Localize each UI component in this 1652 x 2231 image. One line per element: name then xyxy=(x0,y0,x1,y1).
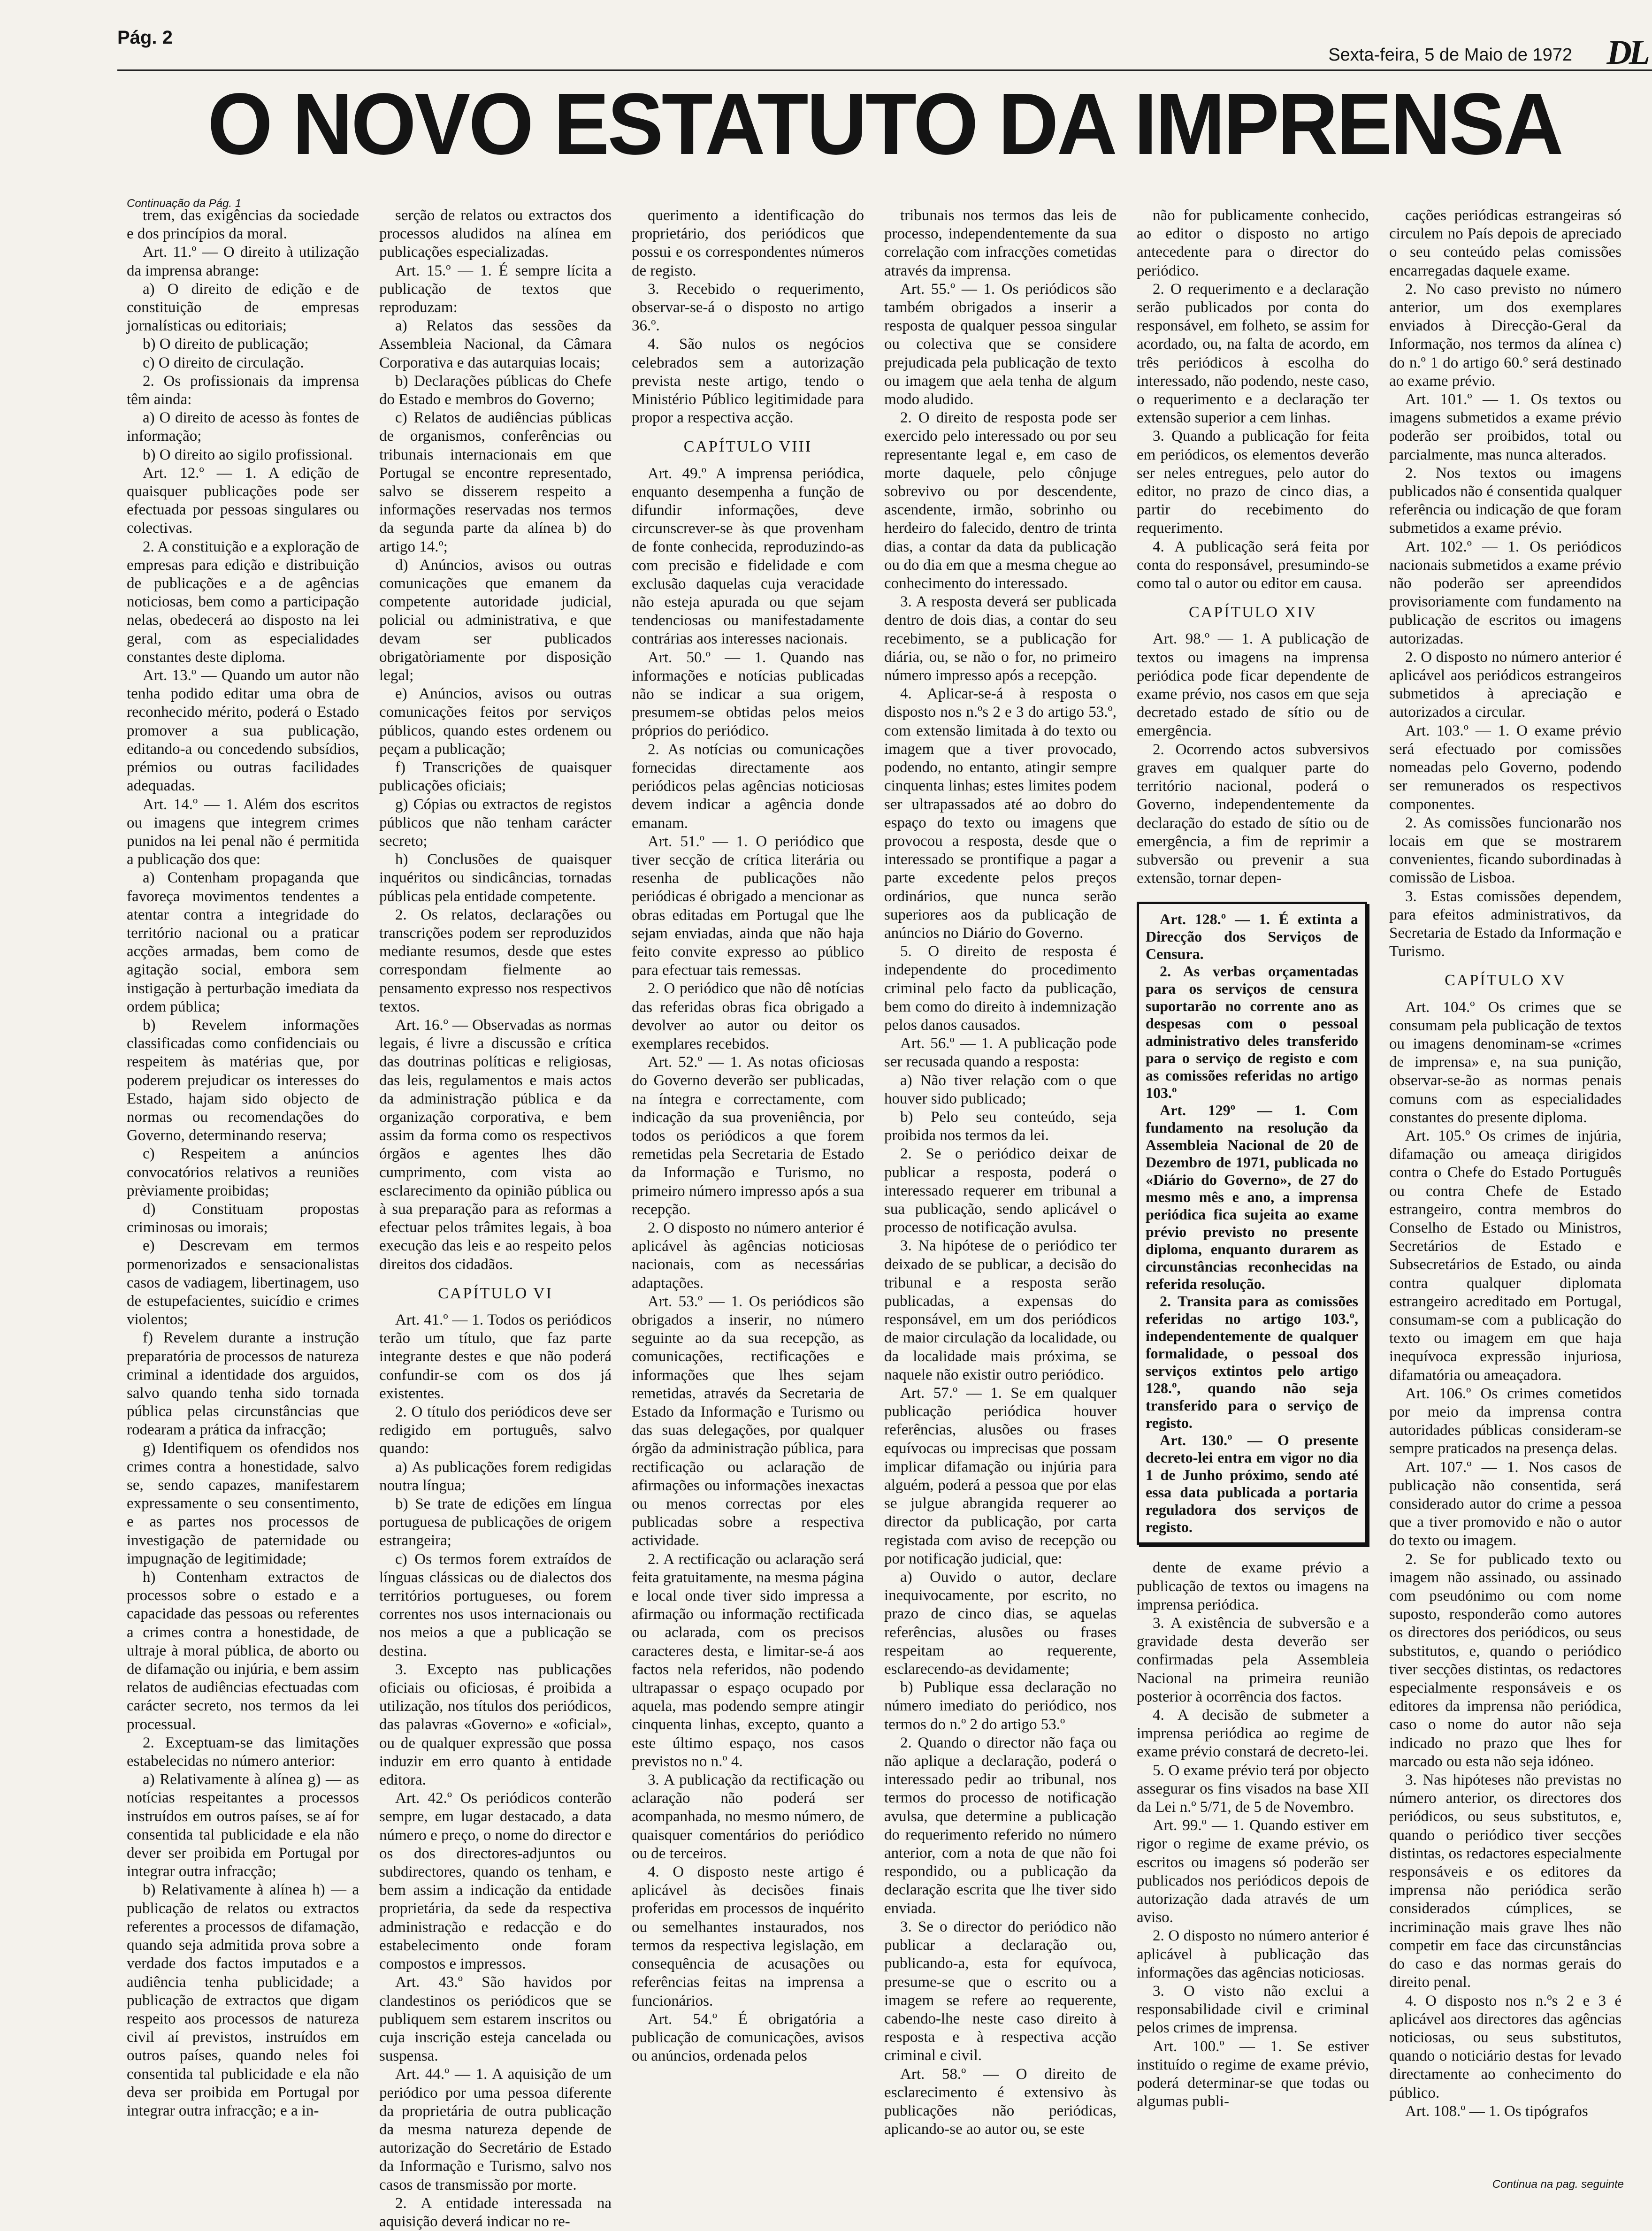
article-paragraph: 3. A publicação da rectificação ou aclaração não poderá ser acompanhada, no mesmo número, de quaisquer comentários do periódico ou de terceiros. xyxy=(632,1771,864,1862)
continued-note: Continua na pag. seguinte xyxy=(1492,2178,1624,2191)
box-paragraph: 2. Transita para as comissões referidas no artigo 103.º, independentemente de qualquer formalidade, o pessoal dos serviços extintos pelo artigo 128.º, quando não seja transferido para o serviço de registo. xyxy=(1146,1293,1358,1432)
article-paragraph: Art. 44.º — 1. A aquisição de um periódico por uma pessoa diferente da proprietária de outra publicação da mesma natureza depende de autorização do Secretário de Estado da Informação e Turismo, salvo nos casos de transmissão por morte. xyxy=(379,2066,612,2193)
article-paragraph: 2. Os relatos, declarações ou transcrições podem ser reproduzidos mediante resumos, desde que estes correspondam fielmente ao pensamento expresso nos respectivos textos. xyxy=(379,906,612,1015)
article-paragraph: Art. 13.º — Quando um autor não tenha podido editar uma obra de reconhecido mérito, poderá o Estado promover a sua publicação, editando-a ou concedendo subsídios, prémios ou outras facilidades adequadas. xyxy=(127,667,359,795)
article-paragraph: Art. 51.º — 1. O periódico que tiver secção de crítica literária ou resenha de publicações não periódicas é obrigado a mencionar as obras editadas em Portugal que lhe sejam enviadas, ainda que não haja feito convite expresso ao público para efectuar tais remessas. xyxy=(632,833,864,979)
article-paragraph: 3. Excepto nas publicações oficiais ou oficiosas, é proibida a utilização, nos títulos dos periódicos, das palavras «Governo» e «oficial», ou de qualquer expressão que possa induzir em erro quanto à entidade editora. xyxy=(379,1661,612,1789)
article-paragraph: Art. 15.º — 1. É sempre lícita a publicação de textos que reproduzam: xyxy=(379,262,612,316)
header-rule xyxy=(117,69,1652,71)
newspaper-logo: DL xyxy=(1606,33,1647,72)
article-paragraph: 2. O direito de resposta pode ser exercido pelo interessado ou por seu representante legal e, em caso de morte daquele, pelo cônjuge sobrevivo ou por descendente, ascendente, irmão, sobrinho ou herdeiro do falecido, dentro de trinta dias, a contar da data da publicação ou do dia em que a mesma chegue ao conhecimento do interessado. xyxy=(884,409,1117,592)
article-paragraph: a) As publicações forem redigidas noutra língua; xyxy=(379,1458,612,1494)
text-column-2 xyxy=(379,207,612,2230)
article-paragraph: Art. 101.º — 1. Os textos ou imagens submetidos a exame prévio poderão ser proibidos, total ou parcialmente, mas nunca alterados. xyxy=(1389,391,1621,463)
article-paragraph: c) O direito de circulação. xyxy=(143,354,304,371)
article-paragraph: b) Se trate de edições em língua portuguesa de publicações de origem estrangeira; xyxy=(379,1495,612,1549)
article-paragraph: 2. No caso previsto no número anterior, um dos exemplares enviados à Direcção-Geral da Informação, nos termos da alínea c) do n.º 1 do artigo 60.º será destinado ao exame prévio. xyxy=(1389,280,1621,390)
article-paragraph: d) Constituam propostas criminosas ou imorais; xyxy=(127,1200,359,1236)
article-paragraph: querimento a identificação do proprietário, dos periódicos que possui e os correspondentes números de registo. xyxy=(632,207,864,279)
article-paragraph: h) Conclusões de quaisquer inquéritos ou sindicâncias, tornadas públicas pela entidade competente. xyxy=(379,851,612,905)
article-paragraph: Art. 42.º Os periódicos conterão sempre, em lugar destacado, a data número e preço, o nome do director e os dos directores-adjuntos ou subdirectores, quando os tenham, e bem assim a indicação da entidade proprietária, da sede da respectiva administração e redacção e do estabelecimento onde foram compostos e impressos. xyxy=(379,1790,612,1973)
article-paragraph: 3. O visto não exclui a responsabilidade civil e criminal pelos crimes de imprensa. xyxy=(1137,1982,1369,2037)
article-paragraph: 2. Nos textos ou imagens publicados não é consentida qualquer referência ou indicação de que foram submetidos a exame prévio. xyxy=(1389,464,1621,537)
text-column-6 xyxy=(1389,207,1621,2173)
article-paragraph: 2. Se for publicado texto ou imagem não assinado, ou assinado com pseudónimo ou com nome suposto, responderão como autores os directores dos periódicos, ou seus substitutos, e, quando o periódico tiver secções distintas, os redactores especialmente responsáveis e os editores da imprensa não periódica, caso o nome do autor não seja indicado no prazo que lhes for marcado ou esta não seja idóneo. xyxy=(1389,1550,1621,1770)
headline: O NOVO ESTATUTO DA IMPRENSA xyxy=(207,76,1562,173)
article-paragraph: c) Relatos de audiências públicas de organismos, conferências ou tribunais internacionais em que Portugal se encontre representado, salvo se disserem respeito a informações reservadas nos termos da segunda parte da alínea b) do artigo 14.º; xyxy=(379,409,612,555)
article-paragraph: Art. 107.º — 1. Nos casos de publicação não consentida, será considerado autor do crime a pessoa que a tiver promovido e não o autor do texto ou imagem. xyxy=(1389,1458,1621,1549)
article-paragraph: Art. 105.º Os crimes de injúria, difamação ou ameaça dirigidos contra o Chefe do Estado Português ou contra Chefe de Estado estrangeiro, contra membros do Conselho de Estado ou Ministros, Secretários de Estado e Subsecretários de Estado, ou ainda contra qualquer diplomata estrangeiro acreditado em Portugal, consumam-se com a publicação do texto ou imagem em que haja inequívoca expressão injuriosa, difamatória ou ameaçadora. xyxy=(1389,1127,1621,1384)
article-paragraph: b) Declarações públicas do Chefe do Estado e membros do Governo; xyxy=(379,372,612,408)
article-paragraph: 2. A entidade interessada na aquisição deverá indicar no re- xyxy=(379,2194,612,2230)
article-paragraph: 4. O disposto neste artigo é aplicável às decisões finais proferidas em processos de inquérito ou semelhantes instaurados, nos termos da respectiva legislação, em consequência de acusações ou referências feitas na imprensa a funcionários. xyxy=(632,1863,864,2009)
article-paragraph: Art. 102.º — 1. Os periódicos nacionais submetidos a exame prévio não poderão ser apreendidos provisoriamente com fundamento na publicação de escritos ou imagens autorizadas. xyxy=(1389,538,1621,647)
article-paragraph: d) Anúncios, avisos ou outras comunicações que emanem da competente autoridade judicial, policial ou administrativa, e que devam ser publicados obrigatòriamente por disposição legal; xyxy=(379,556,612,684)
text-column-4 xyxy=(884,207,1117,2173)
article-paragraph: f) Revelem durante a instrução preparatória de processos de natureza criminal a identidade dos arguidos, salvo quando tenha sido tornada pública pelas circunstâncias que rodearam a prática da infracção; xyxy=(127,1329,359,1439)
article-paragraph: Art. 52.º — 1. As notas oficiosas do Governo deverão ser publicadas, na íntegra e correctamente, com indicação da sua proveniência, por todos os periódicos a que forem remetidas pela Secretaria de Estado da Informação e Turismo, no primeiro número impresso após a sua recepção. xyxy=(632,1054,864,1218)
chapter-heading: CAPÍTULO XV xyxy=(1445,972,1566,989)
article-paragraph: 2. O periódico que não dê notícias das referidas obras fica obrigado a devolver ao autor ou deitor os exemplares recebidos. xyxy=(632,980,864,1052)
article-paragraph: 3. Estas comissões dependem, para efeitos administrativos, da Secretaria de Estado da Informação e Turismo. xyxy=(1389,888,1621,960)
article-paragraph: 2. A rectificação ou aclaração será feita gratuitamente, na mesma página e local onde tiver sido impressa a afirmação ou informação rectificada ou aclarada, com os precisos caracteres desta, e limitar-se-á aos factos nela referidos, não podendo ultrapassar o espaço ocupado por aquela, mas podendo sempre atingir cinquenta linhas, excepto, quanto a este último espaço, nos casos previstos no n.º 4. xyxy=(632,1550,864,1770)
article-paragraph: Art. 50.º — 1. Quando nas informações e notícias publicadas não se indicar a sua origem, presumem-se obtidas pelos meios próprios do periódico. xyxy=(632,649,864,740)
highlighted-box xyxy=(1137,902,1367,1545)
article-paragraph: 5. O direito de resposta é independente do procedimento criminal pelo facto da publicação, bem como do direito à indemnização pelos danos causados. xyxy=(884,943,1117,1034)
article-paragraph: Art. 57.º — 1. Se em qualquer publicação periódica houver referências, alusões ou frases equívocas ou imprecisas que possam implicar difamação ou injúria para alguém, poderá a pessoa que por elas se julgue abrangida requerer ao director da publicação, por carta registada com aviso de recepção ou por notificação judicial, que: xyxy=(884,1385,1117,1567)
article-paragraph: Art. 98.º — 1. A publicação de textos ou imagens na imprensa periódica pode ficar dependente de exame prévio, nos casos em que seja decretado estado de sítio ou de emergência. xyxy=(1137,630,1369,740)
article-paragraph: Art. 14.º — 1. Além dos escritos ou imagens que integrem crimes punidos na lei penal não é permitida a publicação dos que: xyxy=(127,796,359,868)
article-paragraph: a) Contenham propaganda que favoreça movimentos tendentes a atentar contra a integridade do território nacional ou a praticar acções armadas, bem como de agitação social, embora sem instigação à perturbação imediata da ordem pública; xyxy=(127,869,359,1015)
article-paragraph: 2. Quando o director não faça ou não aplique a declaração, poderá o interessado pedir ao tribunal, nos termos do processo de notificação avulsa, que determine a publicação do requerimento referido no número anterior, com a nota de que não foi respondido, ou a publicação da declaração escrita que lhe tiver sido enviada. xyxy=(884,1734,1117,1917)
issue-date: Sexta-feira, 5 de Maio de 1972 xyxy=(1328,45,1572,65)
article-paragraph: b) Revelem informações classificadas como confidenciais ou respeitem às matérias que, por poderem prejudicar os interesses do Estado, hajam sido objecto de normas ou recomendações do Governo, determinando reserva; xyxy=(127,1016,359,1144)
article-paragraph: Art. 99.º — 1. Quando estiver em rigor o regime de exame prévio, os escritos ou imagens só poderão ser publicados nos periódicos depois de autorização dada através de um aviso. xyxy=(1137,1817,1369,1926)
article-paragraph: 2. Se o periódico deixar de publicar a resposta, poderá o interessado requerer em tribunal a sua publicação, sendo aplicável o processo de notificação avulsa. xyxy=(884,1145,1117,1236)
article-paragraph: 2. Os profissionais da imprensa têm ainda: xyxy=(127,372,359,408)
article-paragraph: 2. A constituição e a exploração de empresas para edição e distribuição de publicações e a de agências noticiosas, bem como a participação nelas, obedecerá ao disposto na lei geral, com as especialidades constantes deste diploma. xyxy=(127,538,359,666)
article-paragraph: Art. 108.º — 1. Os tipógrafos xyxy=(1405,2102,1588,2120)
box-paragraph: Art. 130.º — O presente decreto-lei entra em vigor no dia 1 de Junho próximo, sendo até essa data publicada a portaria reguladora dos serviços de registo. xyxy=(1146,1432,1358,1536)
article-paragraph: c) Os termos forem extraídos de línguas clássicas ou de dialectos dos territórios portugueses, ou forem correntes nos usos internacionais ou nos meios a que a publicação se destina. xyxy=(379,1550,612,1660)
article-paragraph: a) O direito de acesso às fontes de informação; xyxy=(127,409,359,445)
article-paragraph: 2. Exceptuam-se das limitações estabelecidas no número anterior: xyxy=(127,1734,359,1770)
article-paragraph: 2. O requerimento e a declaração serão publicados por conta do responsável, em folheto, se assim for acordado, ou, na falta de acordo, em três periódicos à escolha do interessado, não podendo, neste caso, o requerimento e a declaração ter extensão superior a cem linhas. xyxy=(1137,280,1369,427)
box-paragraph: 2. As verbas orçamentadas para os serviços de censura suportarão no corrente ano as despesas com o pessoal administrativo deles transferido para o serviço de registo e com as comissões referidas no artigo 103.º xyxy=(1146,963,1358,1102)
article-paragraph: 3. A resposta deverá ser publicada dentro de dois dias, a contar do seu recebimento, se a publicação for diária, ou, se não o for, no primeiro número impresso após a recepção. xyxy=(884,593,1117,684)
article-paragraph: Art. 43.º São havidos por clandestinos os periódicos que se publiquem sem estarem inscritos ou cuja inscrição esteja cancelada ou suspensa. xyxy=(379,1974,612,2065)
article-paragraph: trem, das exigências da sociedade e dos princípios da moral. xyxy=(127,207,359,243)
article-paragraph: b) O direito ao sigilo profissional. xyxy=(143,446,353,463)
article-paragraph: 5. O exame prévio terá por objecto assegurar os fins visados na base XII da Lei n.º 5/71, de 5 de Novembro. xyxy=(1137,1762,1369,1816)
article-paragraph: g) Cópias ou extractos de registos públicos que não tenham carácter secreto; xyxy=(379,796,612,850)
article-paragraph: 3. Recebido o requerimento, observar-se-á o disposto no artigo 36.º. xyxy=(632,280,864,335)
article-paragraph: Art. 41.º — 1. Todos os periódicos terão um título, que faz parte integrante destes e que não poderá confundir-se com os dos já existentes. xyxy=(379,1311,612,1402)
article-paragraph: b) Pelo seu conteúdo, seja proibida nos termos da lei. xyxy=(884,1108,1117,1144)
article-paragraph: 4. A publicação será feita por conta do responsável, presumindo-se como tal o autor ou editor em causa. xyxy=(1137,538,1369,592)
article-paragraph: g) Identifiquem os ofendidos nos crimes contra a honestidade, salvo se, sendo capazes, manifestarem expressamente o seu consentimento, e as partes nos processos de investigação de paternidade ou impugnação de legitimidade; xyxy=(127,1440,359,1567)
article-paragraph: 3. Nas hipóteses não previstas no número anterior, os directores dos periódicos, ou seus substitutos, e, quando o periódico tiver secções distintas, os redactores especialmente responsáveis e os editores da imprensa não periódica serão considerados cúmplices, se incriminação mais grave lhes não competir em face das circunstâncias do caso e das normas gerais do direito penal. xyxy=(1389,1771,1621,1991)
article-paragraph: 2. Ocorrendo actos subversivos graves em qualquer parte do território nacional, poderá o Governo, independentemente da declaração do estado de sítio ou de emergência, a fim de reprimir a subversão ou prevenir a sua extensão, tornar depen- xyxy=(1137,741,1369,887)
article-paragraph: Art. 11.º — O direito à utilização da imprensa abrange: xyxy=(127,244,359,279)
article-paragraph: Art. 12.º — 1. A edição de quaisquer publicações pode ser efectuada por pessoas singulares ou colectivas. xyxy=(127,464,359,537)
chapter-heading: CAPÍTULO VI xyxy=(438,1284,553,1302)
article-paragraph: 3. Se o director do periódico não publicar a declaração ou, publicando-a, esta for equívoca, presume-se que o escrito ou a imagem se refere ao requerente, cabendo-lhe neste caso direito à resposta e à respectiva acção criminal e civil. xyxy=(884,1918,1117,2064)
chapter-heading: CAPÍTULO VIII xyxy=(683,438,812,456)
article-paragraph: a) Relativamente à alínea g) — as notícias respeitantes a processos instruídos em outros países, se aí for consentida tal publicidade e ela não dever ser proibida em Portugal por integrar outra infracção; xyxy=(127,1771,359,1880)
article-paragraph: não for publicamente conhecido, ao editor o disposto no artigo antecedente para o director do periódico. xyxy=(1137,207,1369,279)
chapter-heading: CAPÍTULO XIV xyxy=(1188,604,1317,621)
article-paragraph: Art. 100.º — 1. Se estiver instituído o regime de exame prévio, poderá determinar-se que todas ou algumas publi- xyxy=(1137,2038,1369,2110)
article-paragraph: serção de relatos ou extractos dos processos aludidos na alínea em publicações especializadas. xyxy=(379,207,612,261)
article-paragraph: e) Anúncios, avisos ou outras comunicações feitos por serviços públicos, quando estes ordenem ou peçam a publicação; xyxy=(379,685,612,758)
article-paragraph: a) Não tiver relação com o que houver sido publicado; xyxy=(884,1072,1117,1107)
article-paragraph: Art. 49.º A imprensa periódica, enquanto desempenha a função de difundir informações, deve circunscrever-se às que provenham de fonte conhecida, reproduzindo-as com precisão e fidelidade e com exclusão daquelas cuja veracidade não esteja apurada ou que sejam tendenciosas ou manifestadamente contrárias aos interesses nacionais. xyxy=(632,465,864,648)
article-paragraph: 4. São nulos os negócios celebrados sem a autorização prevista neste artigo, tendo o Ministério Público legitimidade para propor a respectiva acção. xyxy=(632,336,864,427)
article-paragraph: Art. 106.º Os crimes cometidos por meio da imprensa contra autoridades públicas consideram-se sempre praticados na presença delas. xyxy=(1389,1385,1621,1457)
article-paragraph: 2. As comissões funcionarão nos locais em que se mostrarem convenientes, ficando subordinadas à comissão de Lisboa. xyxy=(1389,814,1621,887)
article-paragraph: f) Transcrições de quaisquer publicações oficiais; xyxy=(379,759,612,795)
article-paragraph: 3. Na hipótese de o periódico ter deixado de se publicar, a decisão do tribunal e a resposta serão publicadas, a expensas do responsável, em um dos periódicos de maior circulação da localidade, ou da localidade mais próxima, se naquele não existir outro periódico. xyxy=(884,1237,1117,1383)
article-paragraph: Art. 58.º — O direito de esclarecimento é extensivo às publicações não periódicas, aplicando-se ao autor ou, se este xyxy=(884,2065,1117,2138)
article-paragraph: cações periódicas estrangeiras só circulem no País depois de apreciado o seu conteúdo pelas comissões encarregadas daquele exame. xyxy=(1389,207,1621,279)
article-paragraph: 4. A decisão de submeter a imprensa periódica ao regime de exame prévio constará de decreto-lei. xyxy=(1137,1706,1369,1761)
article-paragraph: tribunais nos termos das leis de processo, independentemente da sua correlação com infracções cometidas através da imprensa. xyxy=(884,207,1117,279)
article-paragraph: dente de exame prévio a publicação de textos ou imagens na imprensa periódica. xyxy=(1137,1559,1369,1613)
article-paragraph: 4. O disposto nos n.ºs 2 e 3 é aplicável aos directores das agências noticiosas, ou seus substitutos, quando o noticiário destas for levado directamente ao conhecimento do público. xyxy=(1389,1992,1621,2101)
article-paragraph: 3. Quando a publicação for feita em periódicos, os elementos deverão ser neles entregues, pelo autor do editor, no prazo de cinco dias, a partir do recebimento do requerimento. xyxy=(1137,428,1369,537)
article-paragraph: 2. As notícias ou comunicações fornecidas directamente aos periódicos pelas agências noticiosas devem indicar a agência donde emanam. xyxy=(632,741,864,832)
article-paragraph: a) Ouvido o autor, declare inequivocamente, por escrito, no prazo de cinco dias, se aquelas referências, alusões ou frases respeitam ao requerente, esclarecendo-as devidamente; xyxy=(884,1569,1117,1678)
article-paragraph: b) Publique essa declaração no número imediato do periódico, nos termos do n.º 2 do artigo 53.º xyxy=(884,1679,1117,1733)
article-paragraph: b) O direito de publicação; xyxy=(143,336,309,353)
text-column-5 xyxy=(1137,207,1369,2173)
article-paragraph: Art. 53.º — 1. Os periódicos são obrigados a inserir, no número seguinte ao da sua recepção, as comunicações, rectificações e informações que lhes sejam remetidas, através da Secretaria de Estado da Informação e Turismo ou das suas delegações, por qualquer órgão da administração pública, para rectificação ou aclaração de afirmações ou informações inexactas ou menos correctas por eles publicadas sobre a respectiva actividade. xyxy=(632,1293,864,1549)
article-paragraph: Art. 104.º Os crimes que se consumam pela publicação de textos ou imagens denominam-se «crimes de imprensa» e, na sua punição, observar-se-ão as normas penais comuns com as especialidades constantes do presente diploma. xyxy=(1389,998,1621,1126)
article-paragraph: c) Respeitem a anúncios convocatórios relativos a reuniões prèviamente proibidas; xyxy=(127,1145,359,1199)
article-paragraph: Art. 54.º É obrigatória a publicação de comunicações, avisos ou anúncios, ordenada pelos xyxy=(632,2010,864,2065)
article-paragraph: 2. O disposto no número anterior é aplicável às agências noticiosas nacionais, com as necessárias adaptações. xyxy=(632,1219,864,1292)
text-column-1 xyxy=(127,207,359,2173)
article-paragraph: Art. 103.º — 1. O exame prévio será efectuado por comissões nomeadas pelo Governo, podendo ser remunerados os respectivos componentes. xyxy=(1389,722,1621,813)
article-paragraph: Art. 16.º — Observadas as normas legais, é livre a discussão e crítica das doutrinas políticas e religiosas, das leis, regulamentos e mais actos da administração pública e da organização corporativa, e bem assim da forma como os respectivos órgãos e agentes lhes dão cumprimento, com vista ao esclarecimento da opinião pública ou à sua preparação para as reformas a efectuar pelos trâmites legais, à boa execução das leis e ao respeito pelos direitos dos cidadãos. xyxy=(379,1016,612,1273)
article-paragraph: e) Descrevam em termos pormenorizados e sensacionalistas casos de vadiagem, libertinagem, uso de estupefacientes, suicídio e crimes violentos; xyxy=(127,1237,359,1328)
article-paragraph: Art. 55.º — 1. Os periódicos são também obrigados a inserir a resposta de qualquer pessoa singular ou colectiva que se considere prejudicada pela publicação de texto ou imagem que aela tenha de algum modo aludido. xyxy=(884,280,1117,408)
text-column-3 xyxy=(632,207,864,2173)
article-paragraph: 3. A existência de subversão e a gravidade desta deverão ser confirmadas pela Assembleia Nacional na primeira reunião posterior à ocorrência dos factos. xyxy=(1137,1614,1369,1705)
continuation-note: Continuação da Pág. 1 xyxy=(127,197,242,210)
article-paragraph: 2. O título dos periódicos deve ser redigido em português, salvo quando: xyxy=(379,1403,612,1457)
page-number: Pág. 2 xyxy=(117,27,173,48)
article-paragraph: 2. O disposto no número anterior é aplicável aos periódicos estrangeiros submetidos à apreciação e autorizados a circular. xyxy=(1389,648,1621,721)
page-header xyxy=(117,19,1647,72)
article-paragraph: 2. O disposto no número anterior é aplicável à publicação das informações das agências noticiosas. xyxy=(1137,1927,1369,1981)
article-paragraph: b) Relativamente à alínea h) — a publicação de relatos ou extractos referentes a processos de difamação, quando seja admitida prova sobre a verdade dos factos imputados e a audiência tenha publicidade; a publicação de extractos que digam respeito aos processos de natureza civil aí previstos, instruídos em outros países, quando neles foi consentida tal publicidade e ela não deva ser proibida em Portugal por integrar outra infracção; e a in- xyxy=(127,1881,359,2119)
article-paragraph: Art. 56.º — 1. A publicação pode ser recusada quando a resposta: xyxy=(884,1035,1117,1071)
article-paragraph: h) Contenham extractos de processos sobre o estado e a capacidade das pessoas ou referentes a crimes contra a honestidade, de ultraje à moral pública, de aborto ou de difamação ou injúria, e bem assim relatos de audiências efectuadas com carácter secreto, nos termos da lei processual. xyxy=(127,1569,359,1733)
article-paragraph: 4. Aplicar-se-á à resposta o disposto nos n.ºs 2 e 3 do artigo 53.º, com extensão limitada à do texto ou imagem que a tiver provocado, podendo, no entanto, atingir sempre cinquenta linhas; estes limites podem ser ultrapassados até ao dobro do espaço do texto ou imagens que provocou a resposta, desde que o interessado se prontifique a pagar a parte excedente pelos preços ordinários, que nunca serão superiores aos da publicação de anúncios no Diário do Governo. xyxy=(884,685,1117,942)
box-paragraph: Art. 128.º — 1. É extinta a Direcção dos Serviços de Censura. xyxy=(1146,911,1358,963)
box-paragraph: Art. 129º — 1. Com fundamento na resolução da Assembleia Nacional de 20 de Dezembro de 1971, publicada no «Diário do Governo», de 27 do mesmo mês e ano, a imprensa periódica fica sujeita ao exame prévio previsto no presente diploma, enquanto durarem as circunstâncias reconhecidas na referida resolução. xyxy=(1146,1102,1358,1293)
article-paragraph: a) O direito de edição e de constituição de empresas jornalísticas ou editoriais; xyxy=(127,280,359,335)
article-paragraph: a) Relatos das sessões da Assembleia Nacional, da Câmara Corporativa e das autarquias locais; xyxy=(379,317,612,371)
